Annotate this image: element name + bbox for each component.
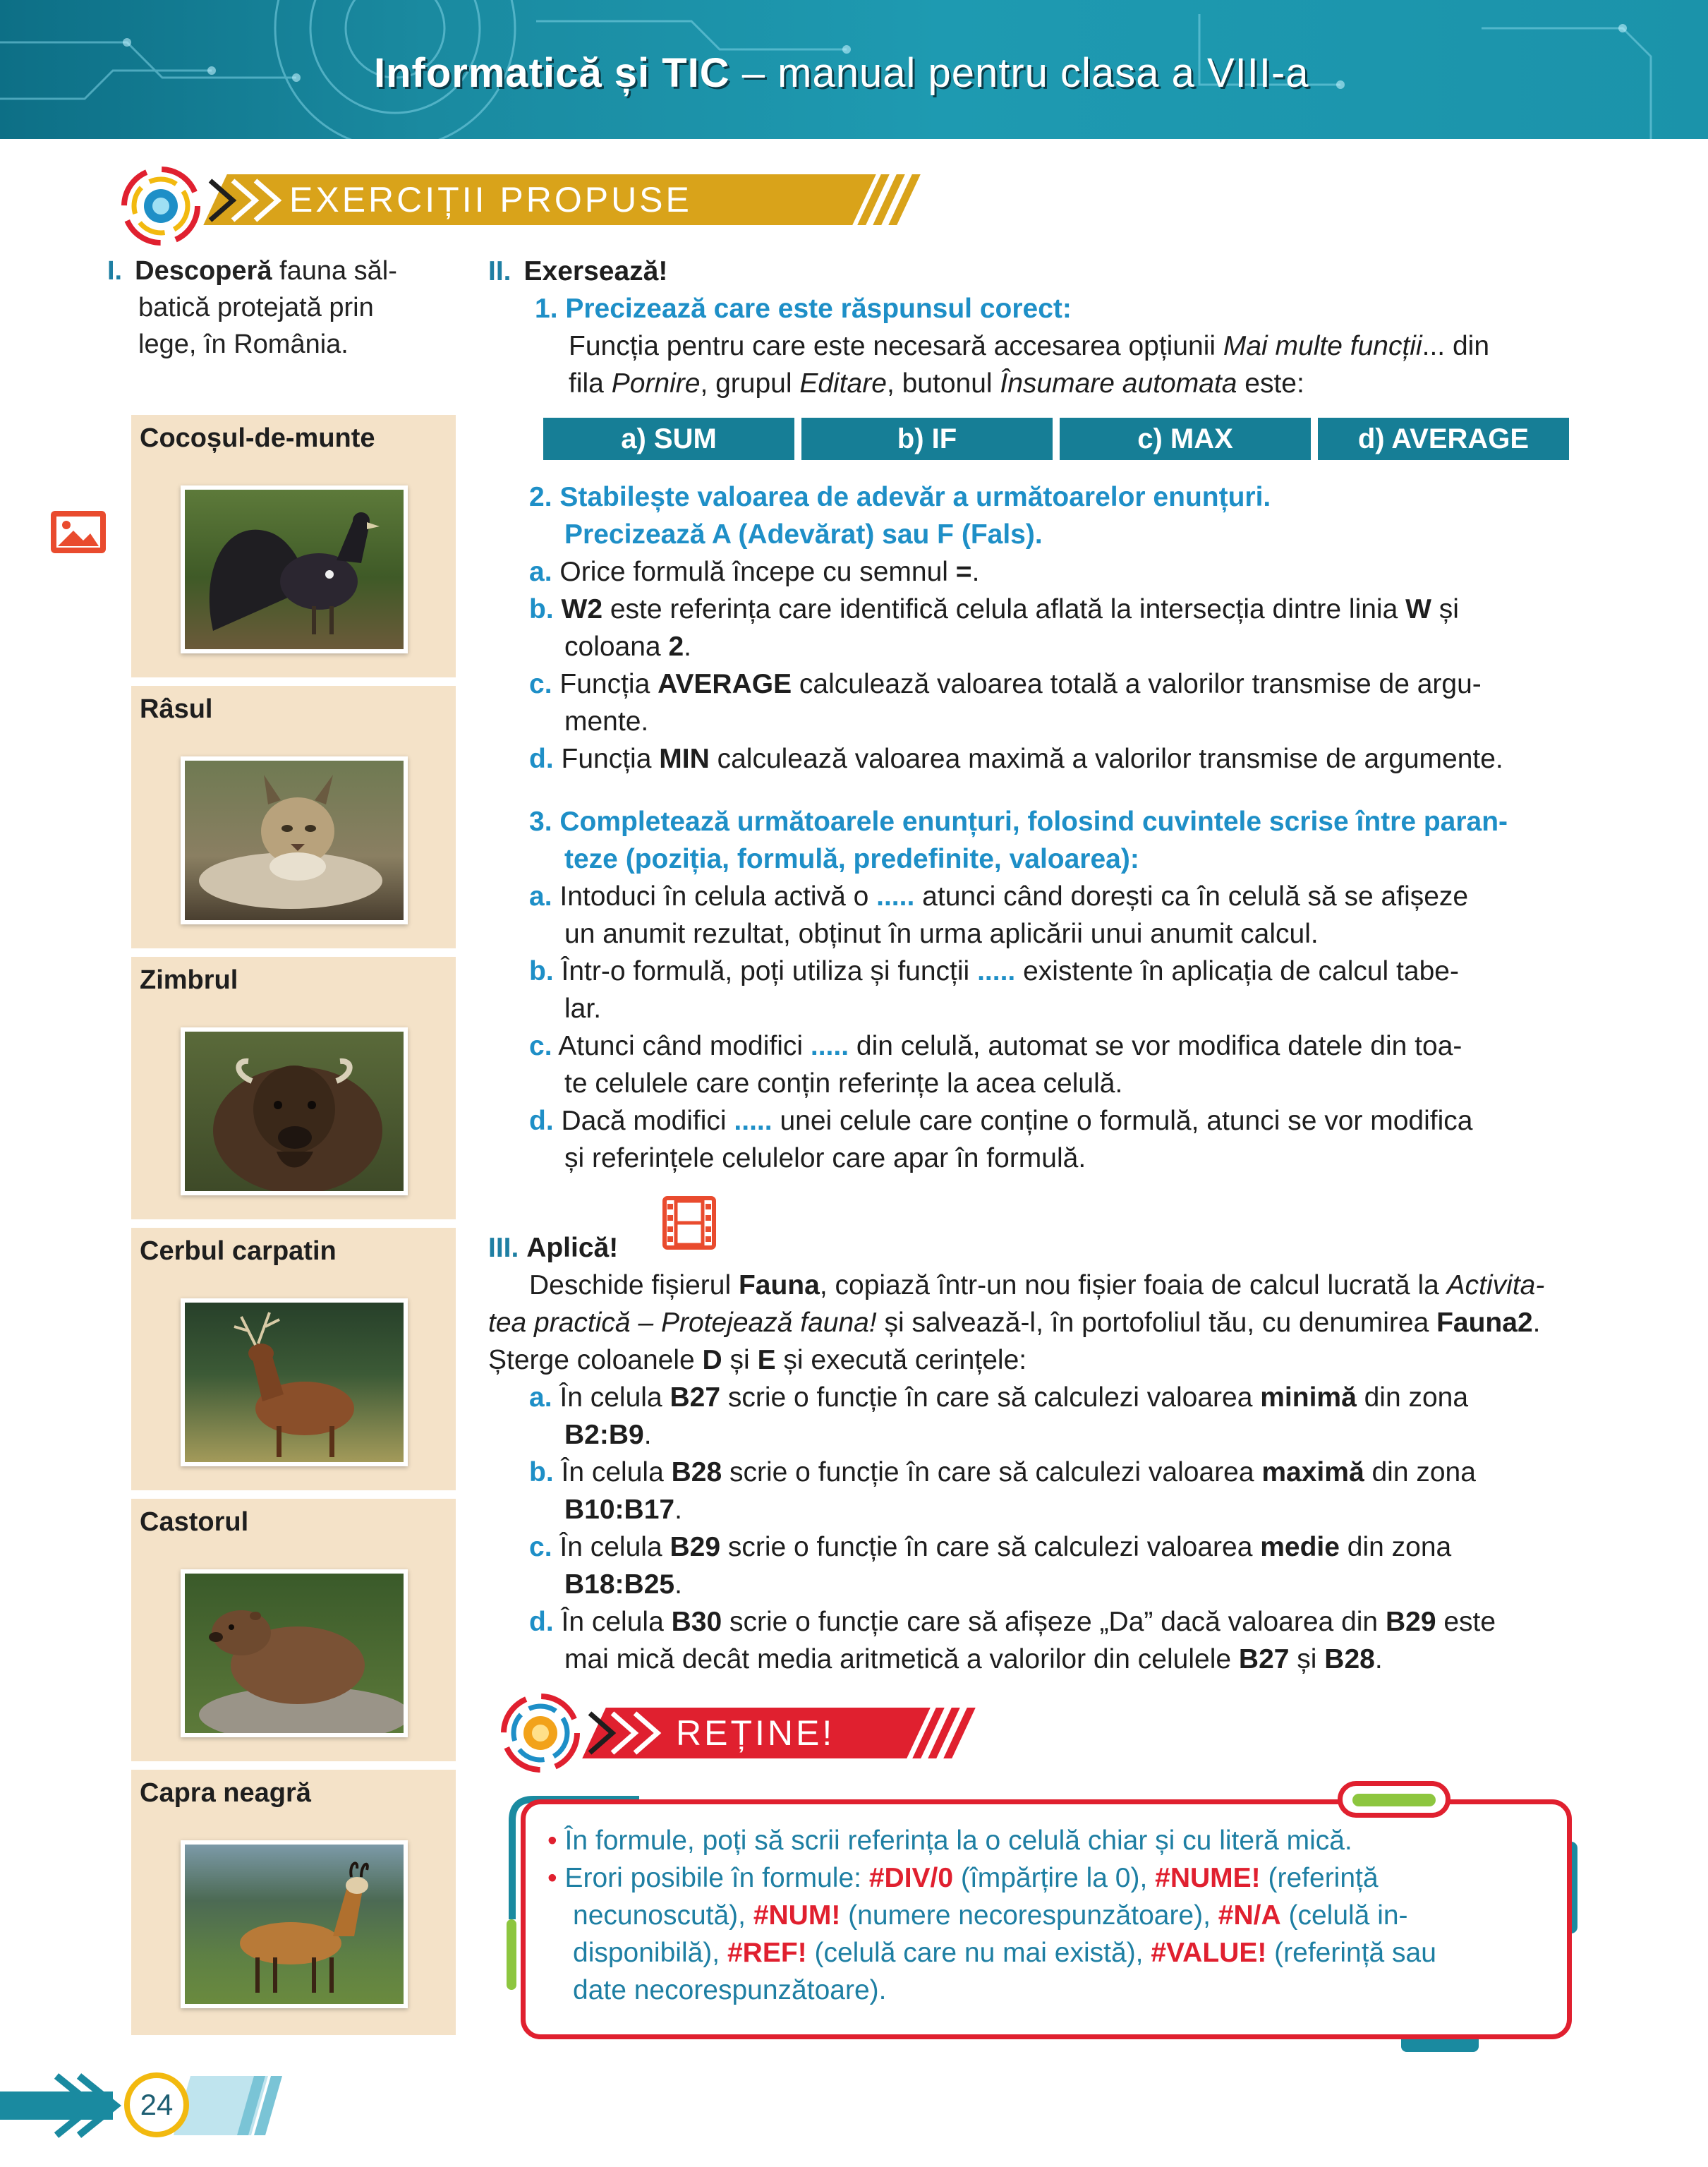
s3-item-d-line2: mai mică decât media aritmetică a valorilor din celulele B27 și B28. xyxy=(564,1644,1383,1674)
film-icon[interactable] xyxy=(662,1195,717,1250)
arrow-icon xyxy=(584,1710,676,1756)
q3-item-a-line2: un anumit rezultat, obținut în urma aplicării unui anumit calcul. xyxy=(564,919,1319,949)
exercises-title: EXERCIȚII PROPUSE xyxy=(289,180,692,219)
beaver-photo xyxy=(181,1569,408,1737)
q3-heading-1: 3. Completează următoarele enunțuri, folosind cuvintele scrise între paran- xyxy=(529,807,1508,837)
lynx-photo xyxy=(181,756,408,924)
s3-para-line3: Șterge coloanele D și E și execută cerințele: xyxy=(488,1345,1027,1375)
q1-text-line1: Funcția pentru care este necesară accesarea opțiunii Mai multe funcții... din xyxy=(569,331,1490,361)
image-gallery-icon[interactable] xyxy=(49,509,107,555)
q2-item-c-line2: mente. xyxy=(564,706,649,737)
q2-item-b-line2: coloana 2. xyxy=(564,632,691,662)
animal-card: Capra neagră xyxy=(131,1770,456,2035)
q3-item-d: d. Dacă modifici ..... unei celule care conține o formulă, atunci se vor modifica xyxy=(529,1106,1473,1136)
retine-line-4: disponibilă), #REF! (celulă care nu mai există), #VALUE! (referință sau xyxy=(573,1938,1436,1968)
retine-line-1: • În formule, poți să scrii referința la o celulă chiar și cu literă mică. xyxy=(547,1825,1352,1856)
q1-text-line2: fila Pornire, grupul Editare, butonul Însumare automata este: xyxy=(569,368,1304,399)
q2-item-b: b. W2 este referința care identifică celula aflată la intersecția dintre linia W și xyxy=(529,594,1459,624)
q2-heading-1: 2. Stabilește valoarea de adevăr a următoarelor enunțuri. xyxy=(529,482,1271,512)
s3-item-c: c. În celula B29 scrie o funcție în care să calculezi valoarea medie din zona xyxy=(529,1532,1452,1562)
s3-item-b-line2: B10:B17. xyxy=(564,1495,682,1525)
page-header xyxy=(0,0,1708,139)
animal-card: Râsul xyxy=(131,686,456,948)
s3-para-line1: Deschide fișierul Fauna, copiază într-un nou fișier foaia de calcul lucrată la Activita- xyxy=(529,1270,1545,1300)
retine-line-3: necunoscută), #NUM! (numere necorespunzătoare), #N/A (celulă in- xyxy=(573,1900,1408,1931)
section-2-title: II. Exersează! xyxy=(488,256,668,286)
s3-item-a: a. În celula B27 scrie o funcție în care să calculezi valoarea minimă din zona xyxy=(529,1382,1469,1413)
bison-photo xyxy=(181,1027,408,1195)
q3-item-c-line2: te celulele care conțin referințe la acea celulă. xyxy=(564,1068,1123,1099)
q2-item-d: d. Funcția MIN calculează valoarea maximă a valorilor transmise de argumente. xyxy=(529,744,1503,774)
option-d[interactable]: d) AVERAGE xyxy=(1318,418,1569,460)
option-a[interactable]: a) SUM xyxy=(543,418,794,460)
s3-item-c-line2: B18:B25. xyxy=(564,1569,682,1600)
red-deer-photo xyxy=(181,1298,408,1466)
q3-item-d-line2: și referințele celulelor care apar în formulă. xyxy=(564,1143,1086,1173)
animal-card: Cerbul carpatin xyxy=(131,1228,456,1490)
q3-item-a: a. Intoduci în celula activă o ..... atunci când dorești ca în celulă să se afișeze xyxy=(529,881,1469,912)
q3-item-b-line2: lar. xyxy=(564,994,602,1024)
s3-item-d: d. În celula B30 scrie o funcție care să afișeze „Da” dacă valoarea din B29 este xyxy=(529,1607,1496,1637)
animal-card: Castorul xyxy=(131,1499,456,1761)
q3-item-b: b. Într-o formulă, poți utiliza și funcții ..... existente în aplicația de calcul tabe- xyxy=(529,956,1459,986)
section-1-intro: I. Descoperă fauna săl- batică protejată prin lege, în România. xyxy=(107,256,397,359)
option-b[interactable]: b) IF xyxy=(801,418,1053,460)
answer-options xyxy=(543,418,1573,460)
q3-item-c: c. Atunci când modifici ..... din celulă, automat se vor modifica datele din toa- xyxy=(529,1031,1462,1061)
animal-card: Zimbrul xyxy=(131,957,456,1219)
header-title: Informatică și TIC – manual pentru clasa a VIII-a xyxy=(374,50,1309,96)
q1-heading: 1. Precizează care este răspunsul corect: xyxy=(535,294,1072,324)
chamois-photo xyxy=(181,1840,408,2008)
capercaillie-photo xyxy=(181,485,408,653)
section-3-title: III. Aplică! xyxy=(488,1233,619,1263)
retine-line-5: date necorespunzătoare). xyxy=(573,1975,887,2005)
option-c[interactable]: c) MAX xyxy=(1060,418,1311,460)
retine-tab xyxy=(1338,1781,1450,1818)
q2-item-a: a. Orice formulă începe cu semnul =. xyxy=(529,557,980,587)
arrow-icon xyxy=(205,178,296,223)
retine-title: REȚINE! xyxy=(676,1713,835,1753)
animal-card: Cocoșul-de-munte xyxy=(131,415,456,677)
page-number: 24 xyxy=(124,2072,189,2137)
q2-item-c: c. Funcția AVERAGE calculează valoarea totală a valorilor transmise de argu- xyxy=(529,669,1482,699)
q2-heading-2: Precizează A (Adevărat) sau F (Fals). xyxy=(564,519,1043,550)
target-icon xyxy=(498,1691,597,1775)
s3-item-a-line2: B2:B9. xyxy=(564,1420,652,1450)
q3-heading-2: teze (poziția, formulă, predefinite, valoarea): xyxy=(564,844,1139,874)
retine-line-2: • Erori posibile în formule: #DIV/0 (împărțire la 0), #NUME! (referință xyxy=(547,1863,1379,1893)
target-icon xyxy=(119,164,217,248)
s3-para-line2: tea practică – Protejează fauna! și salvează-l, în portofoliul tău, cu denumirea Fauna2. xyxy=(488,1308,1541,1338)
s3-item-b: b. În celula B28 scrie o funcție în care să calculezi valoarea maximă din zona xyxy=(529,1457,1476,1487)
